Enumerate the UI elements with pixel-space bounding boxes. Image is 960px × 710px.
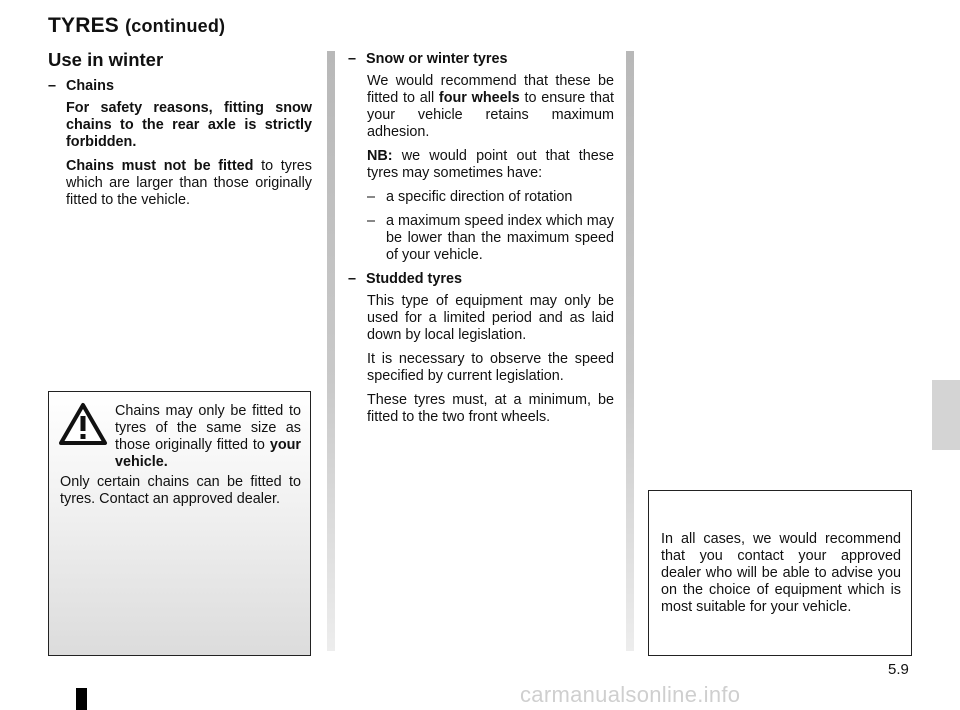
chains-must-not-bold: Chains must not be fitted xyxy=(66,158,254,174)
chains-fitting-text xyxy=(66,158,312,209)
chapter-tab xyxy=(932,380,960,450)
snow-tyres-label: Snow or winter tyres xyxy=(366,51,508,67)
column-divider-bar xyxy=(327,51,335,651)
corner-mark xyxy=(76,688,87,710)
dash-bullet: – xyxy=(48,78,57,94)
studded-text-2: It is necessary to observe the speed specified by current legislation. xyxy=(367,351,614,384)
warning-box xyxy=(48,391,311,656)
studded-tyres-label: Studded tyres xyxy=(366,271,462,287)
nb-body: we would point out that these tyres may sometimes have: xyxy=(367,148,614,181)
list-item-text: a specific direction of rotation xyxy=(386,189,573,205)
chains-label: Chains xyxy=(66,78,114,94)
studded-text-1: This type of equipment may only be used for a limited period and as laid down by local legislation. xyxy=(367,293,614,343)
studded-text-3: These tyres must, at a minimum, be fitted to the two front wheels. xyxy=(367,392,614,425)
chains-safety-text: For safety reasons, fitting snow chains to the rear axle is strictly forbidden. xyxy=(66,100,312,150)
note-text: In all cases, we would recommend that you contact your approved dealer who will be able to advise you on the choice of equipment which is most suitable for your vehicle. xyxy=(661,531,901,615)
list-item-text: a maximum speed index which may be lower than the maximum speed of your vehicle. xyxy=(386,213,614,263)
title-text: TYRES xyxy=(48,14,120,37)
page-title xyxy=(48,14,225,38)
page-number: 5.9 xyxy=(888,661,909,678)
nb-text xyxy=(367,148,614,182)
list-item xyxy=(367,213,614,264)
watermark: carmanualsonline.info xyxy=(520,682,741,707)
dash-bullet: – xyxy=(348,271,357,287)
chains-section xyxy=(48,78,312,209)
warning-text-main xyxy=(115,403,301,471)
recommend-a: We would recommend that these be fitted to all xyxy=(367,73,614,106)
section-heading: Use in winter xyxy=(48,49,164,70)
warning-text-a: Chains may only be fitted to tyres of the same size as those originally fitted to xyxy=(115,403,301,453)
dash-bullet: – xyxy=(367,189,376,205)
winter-tyres-section xyxy=(348,51,614,426)
column-divider-bar xyxy=(626,51,634,651)
dash-bullet: – xyxy=(367,213,376,229)
nb-label: NB: xyxy=(367,148,393,164)
dash-bullet: – xyxy=(348,51,357,67)
warning-triangle-icon xyxy=(58,401,108,446)
warning-text-b: your vehicle. xyxy=(115,437,301,470)
recommend-c: to ensure that your vehicle retains maximum adhesion. xyxy=(367,90,614,140)
chains-must-not-rest: to tyres which are larger than those originally fitted to the vehicle. xyxy=(66,158,312,208)
note-box xyxy=(648,490,912,656)
snow-recommend-text xyxy=(367,73,614,141)
title-suffix: (continued) xyxy=(125,16,226,36)
list-item xyxy=(367,189,614,206)
warning-text-secondary: Only certain chains can be fitted to tyres. Contact an approved dealer. xyxy=(60,474,301,507)
recommend-b: four wheels xyxy=(438,90,520,106)
